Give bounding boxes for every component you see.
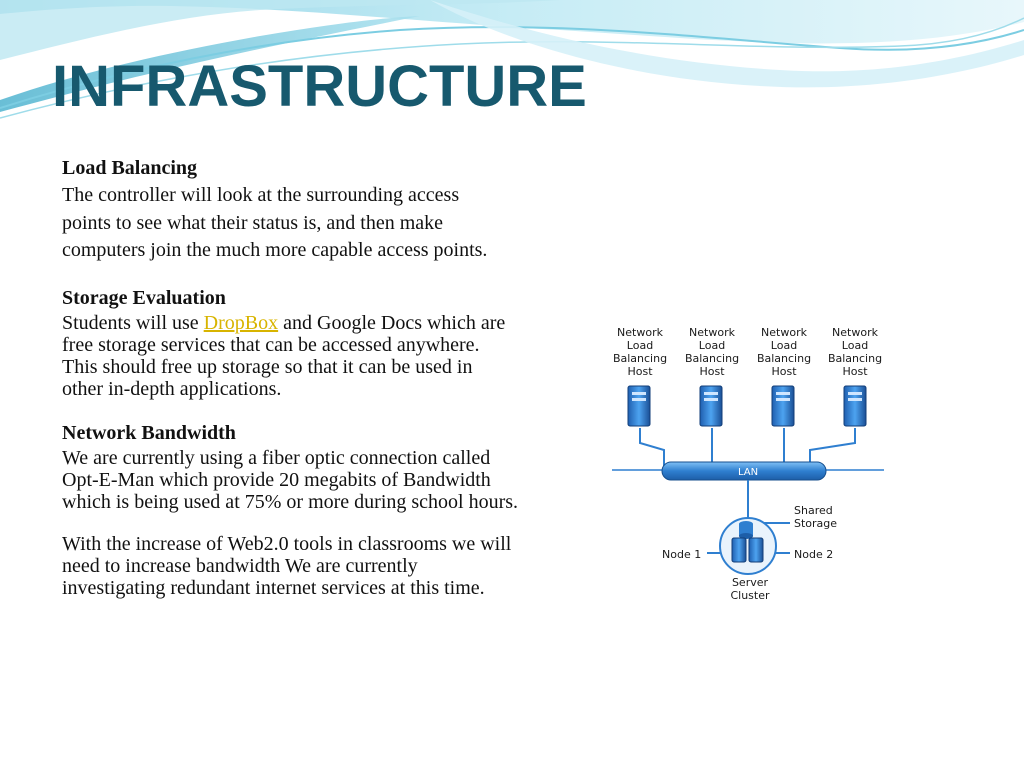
host-label-line: Host	[699, 365, 725, 378]
paragraph-line: computers join the much more capable access points.	[62, 239, 488, 261]
slide-title: INFRASTRUCTURE	[52, 54, 587, 119]
section-storage-evaluation	[62, 285, 617, 400]
host-label-line: Host	[627, 365, 653, 378]
host-label-3	[757, 326, 811, 378]
section-web2-bandwidth	[62, 533, 617, 599]
server-icon	[700, 386, 722, 426]
node2-label: Node 2	[794, 548, 834, 561]
paragraph-line: which is being used at 75% or more during school hours.	[62, 490, 519, 513]
network-diagram	[612, 318, 884, 606]
section-network-bandwidth	[62, 420, 617, 513]
host-label-line: Network	[617, 326, 663, 339]
host-label-line: Balancing	[827, 352, 883, 365]
host-label-line: Balancing	[684, 352, 740, 365]
paragraph-line: The controller will look at the surrounding access	[62, 184, 460, 206]
dropbox-link[interactable]: DropBox	[203, 311, 279, 334]
cluster-label-line: Server	[731, 576, 769, 589]
lan-label: LAN	[737, 467, 759, 478]
cluster-label-line: Cluster	[730, 589, 770, 602]
shared-storage-label-line: Storage	[794, 517, 838, 530]
section-heading: Network Bandwidth	[62, 421, 236, 444]
host-label-line: Host	[771, 365, 797, 378]
host-label-line: Network	[761, 326, 807, 339]
server-cluster-icon	[720, 518, 776, 574]
paragraph-line: need to increase bandwidth We are currently	[62, 554, 418, 577]
paragraph-line: Opt-E-Man which provide 20 megabits of Bandwidth	[62, 468, 491, 491]
text-before-link: Students will use	[62, 311, 204, 334]
paragraph-line: With the increase of Web2.0 tools in classrooms we will	[62, 532, 512, 555]
lan-bus	[662, 462, 826, 480]
text-after-link: and Google Docs which are	[278, 311, 506, 334]
paragraph-line: other in-depth applications.	[62, 377, 282, 400]
paragraph-line	[62, 312, 617, 334]
host-label-1	[613, 326, 667, 378]
host-label-line: Balancing	[612, 352, 668, 365]
section-heading: Storage Evaluation	[62, 286, 226, 309]
host-label-line: Network	[689, 326, 735, 339]
server-icon	[844, 386, 866, 426]
section-load-balancing	[62, 155, 617, 265]
section-heading: Load Balancing	[62, 157, 198, 179]
host-label-line: Load	[626, 339, 654, 352]
paragraph-line: free storage services that can be accessed anywhere.	[62, 333, 480, 356]
host-label-4	[828, 326, 882, 378]
host-label-2	[685, 326, 739, 378]
host-label-line: Host	[842, 365, 868, 378]
server-icon	[772, 386, 794, 426]
node1-label: Node 1	[662, 548, 702, 561]
paragraph-line: We are currently using a fiber optic connection called	[62, 446, 491, 469]
host-label-line: Load	[841, 339, 869, 352]
paragraph-line: investigating redundant internet services at this time.	[62, 576, 485, 599]
slide-body	[62, 155, 617, 619]
paragraph-line: This should free up storage so that it can be used in	[62, 355, 473, 378]
paragraph-line: points to see what their status is, and then make	[62, 211, 444, 234]
host-label-line: Network	[832, 326, 878, 339]
server-icon	[628, 386, 650, 426]
host-label-line: Load	[770, 339, 798, 352]
host-label-line: Balancing	[756, 352, 812, 365]
shared-storage-label-line: Shared	[794, 504, 833, 517]
host-label-line: Load	[698, 339, 726, 352]
